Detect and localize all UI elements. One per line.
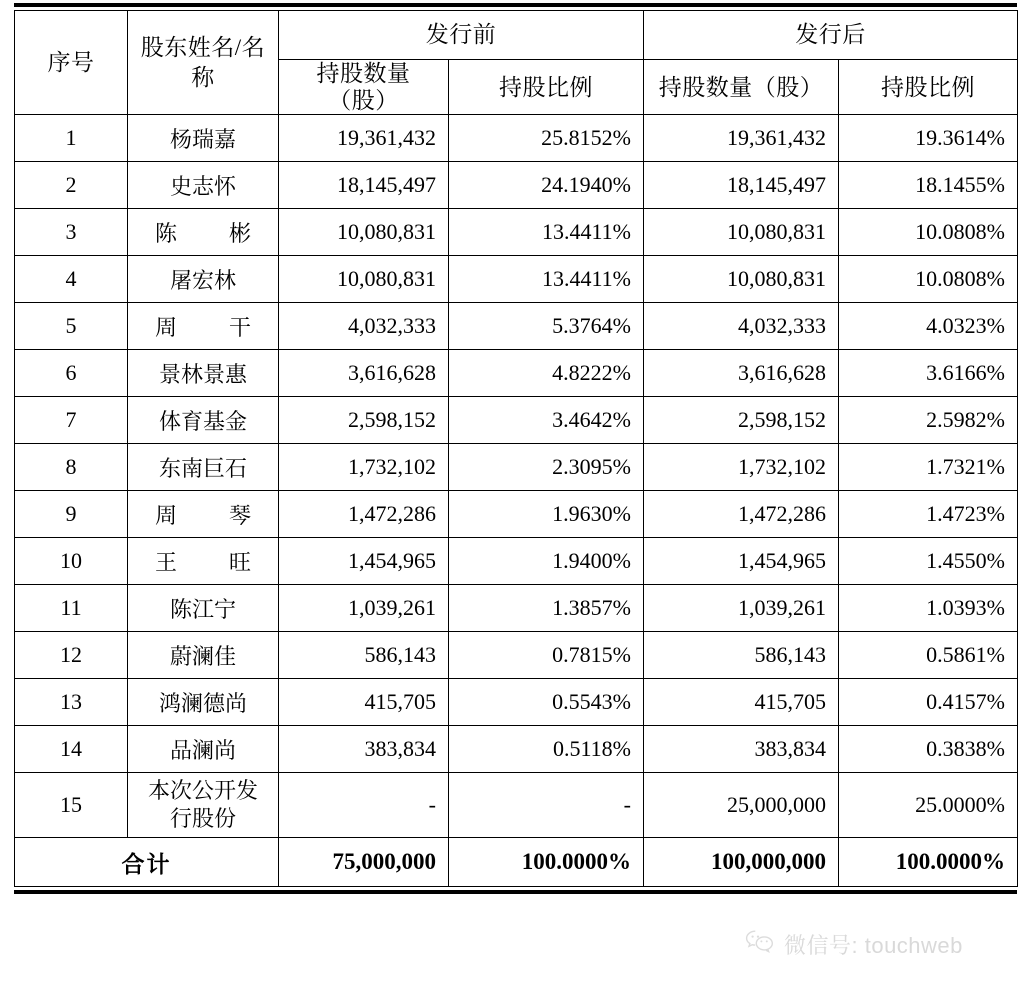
table-row [15,726,1018,773]
row-shareholder-name-text: 陈彬 [155,220,251,246]
table-row [15,209,1018,256]
table-row [15,444,1018,491]
row-shareholder-name-line1: 本次公开发 [147,778,258,804]
row-shareholder-name [128,444,279,491]
row-post-percent: 0.4157% [839,679,1018,726]
row-shareholder-name [128,350,279,397]
row-shareholder-name-text: 周琴 [155,502,251,528]
row-index: 3 [15,209,128,256]
row-pre-percent: - [449,773,644,838]
row-post-quantity: 1,039,261 [644,585,839,632]
row-pre-quantity: 10,080,831 [279,209,449,256]
column-header-index: 序号 [15,11,128,115]
table-row [15,632,1018,679]
row-pre-quantity: 1,454,965 [279,538,449,585]
row-shareholder-name [128,632,279,679]
row-pre-percent: 0.5543% [449,679,644,726]
row-index: 10 [15,538,128,585]
table-footer [15,838,1018,887]
table-row [15,679,1018,726]
row-post-percent: 18.1455% [839,162,1018,209]
shareholding-table [14,10,1018,887]
row-shareholder-name [128,397,279,444]
row-post-percent: 25.0000% [839,773,1018,838]
column-header-pre-quantity: 持股数量（股） [279,60,449,115]
row-post-percent: 10.0808% [839,256,1018,303]
row-pre-quantity: 10,080,831 [279,256,449,303]
row-pre-percent: 2.3095% [449,444,644,491]
row-pre-quantity: 4,032,333 [279,303,449,350]
table-body [15,115,1018,838]
row-shareholder-name [128,726,279,773]
row-shareholder-name-text: 王旺 [155,549,251,575]
column-group-header-pre-issue: 发行前 [279,11,644,60]
row-shareholder-name [128,115,279,162]
row-post-percent: 4.0323% [839,303,1018,350]
row-index: 8 [15,444,128,491]
row-index: 5 [15,303,128,350]
row-pre-quantity: 415,705 [279,679,449,726]
row-pre-percent: 3.4642% [449,397,644,444]
row-index: 11 [15,585,128,632]
row-shareholder-name [128,162,279,209]
row-shareholder-name [128,585,279,632]
row-post-quantity: 19,361,432 [644,115,839,162]
shareholding-table-wrapper [14,3,1017,894]
row-pre-percent: 13.4411% [449,209,644,256]
row-shareholder-name-text: 陈江宁 [169,596,236,622]
table-row [15,538,1018,585]
table-row [15,256,1018,303]
row-index: 14 [15,726,128,773]
row-post-quantity: 586,143 [644,632,839,679]
row-pre-quantity: 586,143 [279,632,449,679]
row-post-quantity: 1,472,286 [644,491,839,538]
row-pre-quantity: 1,732,102 [279,444,449,491]
wechat-icon [745,929,775,960]
table-row [15,397,1018,444]
row-pre-percent: 4.8222% [449,350,644,397]
total-pre-quantity: 75,000,000 [279,838,449,887]
row-shareholder-name-text: 体育基金 [158,408,247,434]
row-pre-quantity: 1,472,286 [279,491,449,538]
total-pre-percent: 100.0000% [449,838,644,887]
row-post-quantity: 383,834 [644,726,839,773]
row-index: 12 [15,632,128,679]
row-index: 9 [15,491,128,538]
column-header-shareholder-name: 股东姓名/名称 [128,11,279,115]
row-index: 6 [15,350,128,397]
row-pre-percent: 0.5118% [449,726,644,773]
row-shareholder-name [128,773,279,838]
row-shareholder-name-text: 屠宏林 [169,267,236,293]
header-row-group [15,11,1018,60]
row-pre-quantity: 3,616,628 [279,350,449,397]
watermark [745,929,963,960]
row-pre-percent: 24.1940% [449,162,644,209]
row-index: 15 [15,773,128,838]
row-shareholder-name-text: 周干 [155,314,251,340]
row-pre-percent: 1.9630% [449,491,644,538]
column-header-pre-percent: 持股比例 [449,60,644,115]
table-row [15,162,1018,209]
row-shareholder-name [128,679,279,726]
row-shareholder-name [128,303,279,350]
table-row [15,773,1018,838]
row-post-percent: 3.6166% [839,350,1018,397]
row-post-quantity: 18,145,497 [644,162,839,209]
row-post-quantity: 10,080,831 [644,256,839,303]
table-row [15,350,1018,397]
row-post-percent: 10.0808% [839,209,1018,256]
row-post-quantity: 1,454,965 [644,538,839,585]
row-shareholder-name [128,491,279,538]
row-shareholder-name [128,256,279,303]
row-pre-percent: 1.9400% [449,538,644,585]
row-post-quantity: 2,598,152 [644,397,839,444]
row-pre-quantity: 19,361,432 [279,115,449,162]
table-row [15,585,1018,632]
row-pre-percent: 5.3764% [449,303,644,350]
row-shareholder-name-line2: 行股份 [169,806,236,832]
row-shareholder-name-text: 东南巨石 [158,455,247,481]
row-shareholder-name-text: 鸿澜德尚 [158,690,247,716]
table-bottom-thick-rule [14,890,1017,894]
table-header [15,11,1018,115]
total-post-percent: 100.0000% [839,838,1018,887]
row-post-percent: 1.4550% [839,538,1018,585]
row-pre-percent: 13.4411% [449,256,644,303]
row-post-percent: 2.5982% [839,397,1018,444]
row-shareholder-name [128,538,279,585]
row-post-quantity: 3,616,628 [644,350,839,397]
total-post-quantity: 100,000,000 [644,838,839,887]
column-header-post-quantity: 持股数量（股） [644,60,839,115]
row-shareholder-name-text: 杨瑞嘉 [169,126,236,152]
row-shareholder-name-text: 史志怀 [169,173,236,199]
row-post-quantity: 1,732,102 [644,444,839,491]
total-row-label: 合计 [15,838,279,887]
table-row [15,115,1018,162]
row-pre-quantity: 383,834 [279,726,449,773]
table-row [15,491,1018,538]
row-post-quantity: 25,000,000 [644,773,839,838]
watermark-text: 微信号: touchweb [784,933,963,958]
row-shareholder-name-text: 景林景惠 [158,361,247,387]
row-shareholder-name-text: 品澜尚 [169,737,236,763]
row-post-percent: 0.3838% [839,726,1018,773]
row-post-percent: 19.3614% [839,115,1018,162]
row-pre-quantity: - [279,773,449,838]
row-post-quantity: 10,080,831 [644,209,839,256]
row-post-percent: 1.4723% [839,491,1018,538]
column-group-header-post-issue: 发行后 [644,11,1018,60]
row-pre-percent: 1.3857% [449,585,644,632]
row-index: 7 [15,397,128,444]
row-index: 13 [15,679,128,726]
row-index: 4 [15,256,128,303]
row-pre-percent: 25.8152% [449,115,644,162]
row-post-percent: 1.7321% [839,444,1018,491]
row-index: 1 [15,115,128,162]
row-shareholder-name-text: 蔚澜佳 [169,643,236,669]
row-post-quantity: 415,705 [644,679,839,726]
row-index: 2 [15,162,128,209]
row-pre-quantity: 2,598,152 [279,397,449,444]
row-post-percent: 1.0393% [839,585,1018,632]
row-pre-quantity: 18,145,497 [279,162,449,209]
table-row [15,303,1018,350]
row-shareholder-name [128,209,279,256]
column-header-post-percent: 持股比例 [839,60,1018,115]
total-row [15,838,1018,887]
row-pre-quantity: 1,039,261 [279,585,449,632]
row-post-quantity: 4,032,333 [644,303,839,350]
row-post-percent: 0.5861% [839,632,1018,679]
row-pre-percent: 0.7815% [449,632,644,679]
